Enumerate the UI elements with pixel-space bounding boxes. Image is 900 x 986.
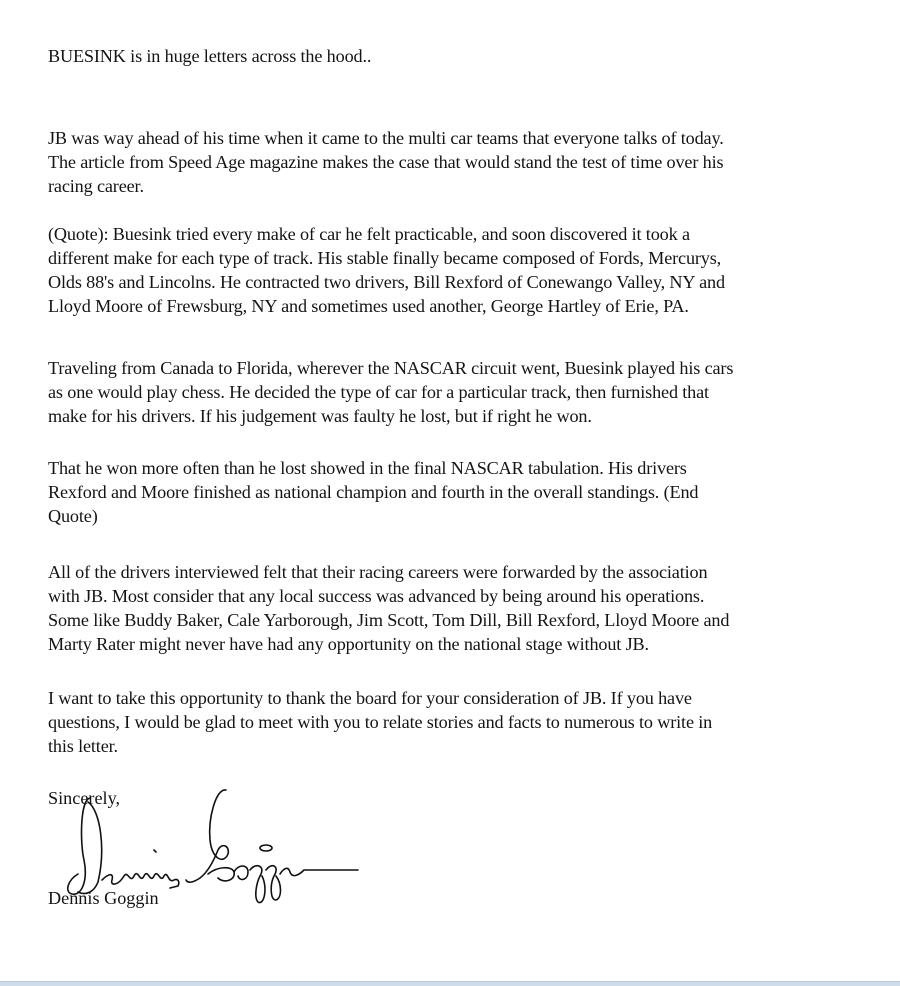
text-line: I want to take this opportunity to thank the board for your consideration of JB. If you have	[48, 688, 692, 708]
text-line: different make for each type of track. His stable finally became composed of Fords, Mercurys,	[48, 248, 722, 268]
text-line: Traveling from Canada to Florida, wherever the NASCAR circuit went, Buesink played his cars	[48, 358, 734, 378]
paragraph-multi-car-teams	[48, 126, 878, 198]
text-line: Quote)	[48, 506, 98, 526]
page-bottom-edge	[0, 981, 900, 986]
paragraph-quote-end	[48, 456, 878, 528]
text-line: Olds 88's and Lincolns. He contracted two drivers, Bill Rexford of Conewango Valley, NY and	[48, 272, 725, 292]
signer-name: Dennis Goggin	[48, 888, 159, 908]
paragraph-quote-start	[48, 222, 878, 318]
paragraph-drivers-interviewed	[48, 560, 878, 656]
text-line: this letter.	[48, 736, 118, 756]
text-line: Rexford and Moore finished as national champion and fourth in the overall standings. (End	[48, 482, 699, 502]
text-line: That he won more often than he lost showed in the final NASCAR tabulation. His drivers	[48, 458, 687, 478]
text-line: (Quote): Buesink tried every make of car he felt practicable, and soon discovered it took a	[48, 224, 690, 244]
text-line: as one would play chess. He decided the type of car for a particular track, then furnished that	[48, 382, 709, 402]
paragraph-thank-board	[48, 686, 878, 758]
text-line: Marty Rater might never have had any opportunity on the national stage without JB.	[48, 634, 649, 654]
text-line: questions, I would be glad to meet with you to relate stories and facts to numerous to write in	[48, 712, 713, 732]
text-line: BUESINK is in huge letters across the hood..	[48, 46, 372, 66]
text-line: The article from Speed Age magazine makes the case that would stand the test of time over his	[48, 152, 724, 172]
text-line: Some like Buddy Baker, Cale Yarborough, Jim Scott, Tom Dill, Bill Rexford, Lloyd Moore and	[48, 610, 730, 630]
text-line: racing career.	[48, 176, 144, 196]
text-line: with JB. Most consider that any local success was advanced by being around his operations.	[48, 586, 705, 606]
text-line: make for his drivers. If his judgement was faulty he lost, but if right he won.	[48, 406, 592, 426]
paragraph-hood-lettering	[48, 44, 878, 68]
text-line: Lloyd Moore of Frewsburg, NY and sometimes used another, George Hartley of Erie, PA.	[48, 296, 689, 316]
text-line: All of the drivers interviewed felt that their racing careers were forwarded by the association	[48, 562, 708, 582]
text-line: JB was way ahead of his time when it came to the multi car teams that everyone talks of today.	[48, 128, 724, 148]
paragraph-chess-strategy	[48, 356, 878, 428]
closing-salutation: Sincerely,	[48, 788, 121, 808]
